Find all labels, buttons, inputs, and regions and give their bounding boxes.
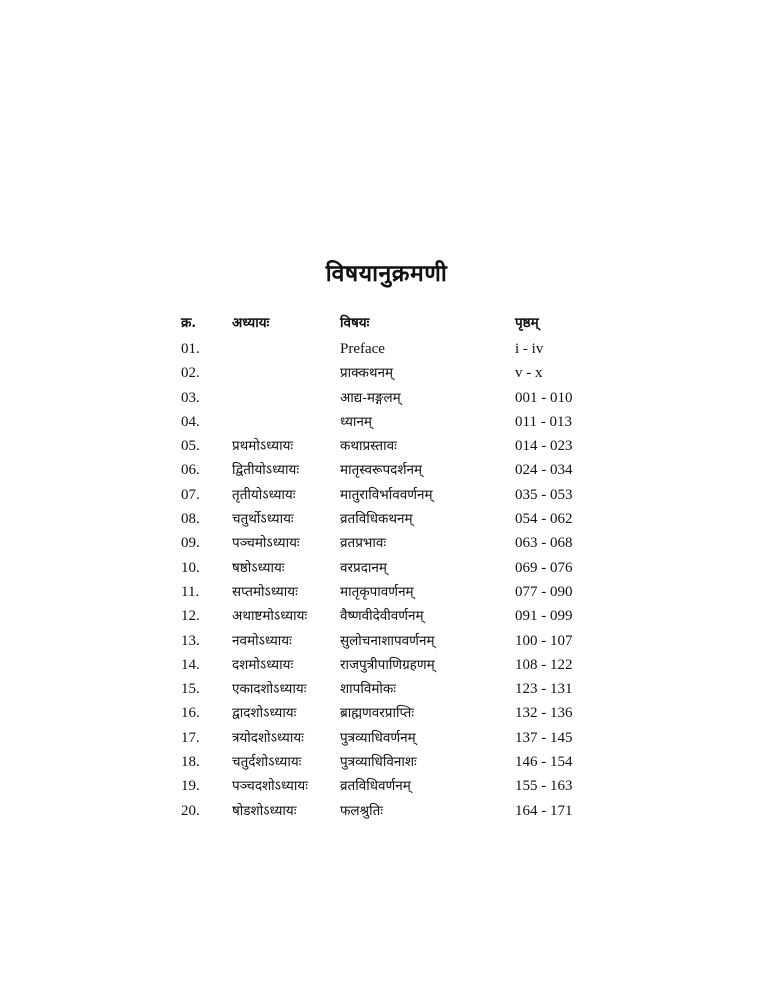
- row-chapter: तृतीयोऽध्यायः: [232, 486, 296, 503]
- row-serial-number: 02.: [181, 365, 200, 382]
- toc-header-row: [0, 310, 773, 337]
- row-page-range: v - x: [515, 365, 543, 382]
- row-page-range: 063 - 068: [515, 535, 573, 552]
- row-page-range: 054 - 062: [515, 511, 573, 528]
- table-row: [0, 483, 773, 507]
- row-topic: व्रतविधिकथनम्: [340, 511, 413, 528]
- table-row: [0, 677, 773, 701]
- row-page-range: 091 - 099: [515, 608, 573, 625]
- row-page-range: 164 - 171: [515, 802, 573, 819]
- table-of-contents: [0, 310, 773, 823]
- row-serial-number: 03.: [181, 389, 200, 406]
- row-topic: Preface: [340, 341, 385, 357]
- table-row: [0, 701, 773, 725]
- row-chapter: द्वादशोऽध्यायः: [232, 705, 297, 722]
- row-serial-number: 15.: [181, 681, 200, 698]
- table-row: [0, 531, 773, 555]
- row-serial-number: 07.: [181, 486, 200, 503]
- row-chapter: षष्ठोऽध्यायः: [232, 559, 285, 576]
- table-row: [0, 507, 773, 531]
- row-serial-number: 12.: [181, 608, 200, 625]
- row-page-range: 137 - 145: [515, 729, 573, 746]
- row-chapter: एकादशोऽध्यायः: [232, 681, 307, 698]
- row-chapter: नवमोऽध्यायः: [232, 632, 292, 649]
- table-row: [0, 750, 773, 774]
- header-serial-number: क्र.: [181, 315, 197, 331]
- row-page-range: i - iv: [515, 341, 544, 357]
- table-row: [0, 799, 773, 823]
- row-page-range: 155 - 163: [515, 778, 573, 795]
- row-page-range: 132 - 136: [515, 705, 573, 722]
- table-row: [0, 386, 773, 410]
- row-topic: वैष्णवीदेवीवर्णनम्: [340, 608, 424, 625]
- row-serial-number: 05.: [181, 438, 200, 455]
- row-serial-number: 17.: [181, 729, 200, 746]
- table-row: [0, 556, 773, 580]
- row-page-range: 077 - 090: [515, 583, 573, 600]
- row-serial-number: 08.: [181, 511, 200, 528]
- row-topic: आद्य-मङ्गलम्: [340, 389, 401, 406]
- row-serial-number: 20.: [181, 802, 200, 819]
- row-serial-number: 01.: [181, 341, 200, 357]
- header-page: पृष्ठम्: [515, 315, 539, 331]
- row-chapter: षोडशोऽध्यायः: [232, 802, 297, 819]
- row-chapter: पञ्चदशोऽध्यायः: [232, 778, 308, 795]
- row-topic: मातुराविर्भाववर्णनम्: [340, 486, 433, 503]
- table-row: [0, 653, 773, 677]
- row-page-range: 146 - 154: [515, 754, 573, 771]
- row-serial-number: 10.: [181, 559, 200, 576]
- row-page-range: 123 - 131: [515, 681, 573, 698]
- row-serial-number: 14.: [181, 656, 200, 673]
- row-chapter: चतुर्थोऽध्यायः: [232, 511, 294, 528]
- row-topic: पुत्रव्याधिवर्णनम्: [340, 729, 416, 746]
- row-chapter: सप्तमोऽध्यायः: [232, 583, 298, 600]
- table-row: [0, 629, 773, 653]
- row-topic: ध्यानम्: [340, 413, 372, 430]
- row-serial-number: 04.: [181, 413, 200, 430]
- row-topic: व्रतप्रभावः: [340, 535, 387, 552]
- row-topic: फलश्रुतिः: [340, 802, 384, 819]
- row-page-range: 011 - 013: [515, 413, 572, 430]
- row-chapter: त्रयोदशोऽध्यायः: [232, 729, 304, 746]
- row-page-range: 024 - 034: [515, 462, 573, 479]
- row-page-range: 035 - 053: [515, 486, 573, 503]
- row-page-range: 100 - 107: [515, 632, 573, 649]
- row-serial-number: 18.: [181, 754, 200, 771]
- row-topic: सुलोचनाशापवर्णनम्: [340, 632, 435, 649]
- row-chapter: दशमोऽध्यायः: [232, 656, 294, 673]
- row-serial-number: 16.: [181, 705, 200, 722]
- table-row: [0, 361, 773, 385]
- row-serial-number: 19.: [181, 778, 200, 795]
- row-chapter: प्रथमोऽध्यायः: [232, 438, 294, 455]
- header-topic: विषयः: [340, 315, 370, 331]
- row-topic: मातृस्वरूपदर्शनम्: [340, 462, 423, 479]
- row-serial-number: 09.: [181, 535, 200, 552]
- row-topic: प्राक्कथनम्: [340, 365, 394, 382]
- row-topic: ब्राह्मणवरप्राप्तिः: [340, 705, 415, 722]
- row-topic: वरप्रदानम्: [340, 559, 387, 576]
- row-page-range: 069 - 076: [515, 559, 573, 576]
- table-row: [0, 458, 773, 482]
- row-topic: मातृकृपावर्णनम्: [340, 583, 414, 600]
- row-chapter: पञ्चमोऽध्यायः: [232, 535, 300, 552]
- header-chapter: अध्यायः: [232, 315, 270, 331]
- page-title: विषयानुक्रमणी: [325, 260, 448, 287]
- toc-body: [0, 337, 773, 823]
- row-page-range: 108 - 122: [515, 656, 573, 673]
- row-topic: व्रतविधिवर्णनम्: [340, 778, 411, 795]
- table-row: [0, 410, 773, 434]
- row-topic: राजपुत्रीपाणिग्रहणम्: [340, 656, 435, 673]
- row-serial-number: 13.: [181, 632, 200, 649]
- row-serial-number: 06.: [181, 462, 200, 479]
- row-topic: पुत्रव्याधिविनाशः: [340, 754, 417, 771]
- row-page-range: 001 - 010: [515, 389, 573, 406]
- table-row: [0, 580, 773, 604]
- row-serial-number: 11.: [181, 583, 200, 600]
- table-row: [0, 726, 773, 750]
- row-topic: कथाप्रस्तावः: [340, 438, 397, 455]
- table-row: [0, 774, 773, 798]
- row-topic: शापविमोकः: [340, 681, 397, 698]
- table-row: [0, 604, 773, 628]
- row-chapter: अथाष्टमोऽध्यायः: [232, 608, 308, 625]
- row-page-range: 014 - 023: [515, 438, 573, 455]
- row-chapter: द्वितीयोऽध्यायः: [232, 462, 300, 479]
- row-chapter: चतुर्दशोऽध्यायः: [232, 754, 302, 771]
- table-row: [0, 434, 773, 458]
- table-row: [0, 337, 773, 361]
